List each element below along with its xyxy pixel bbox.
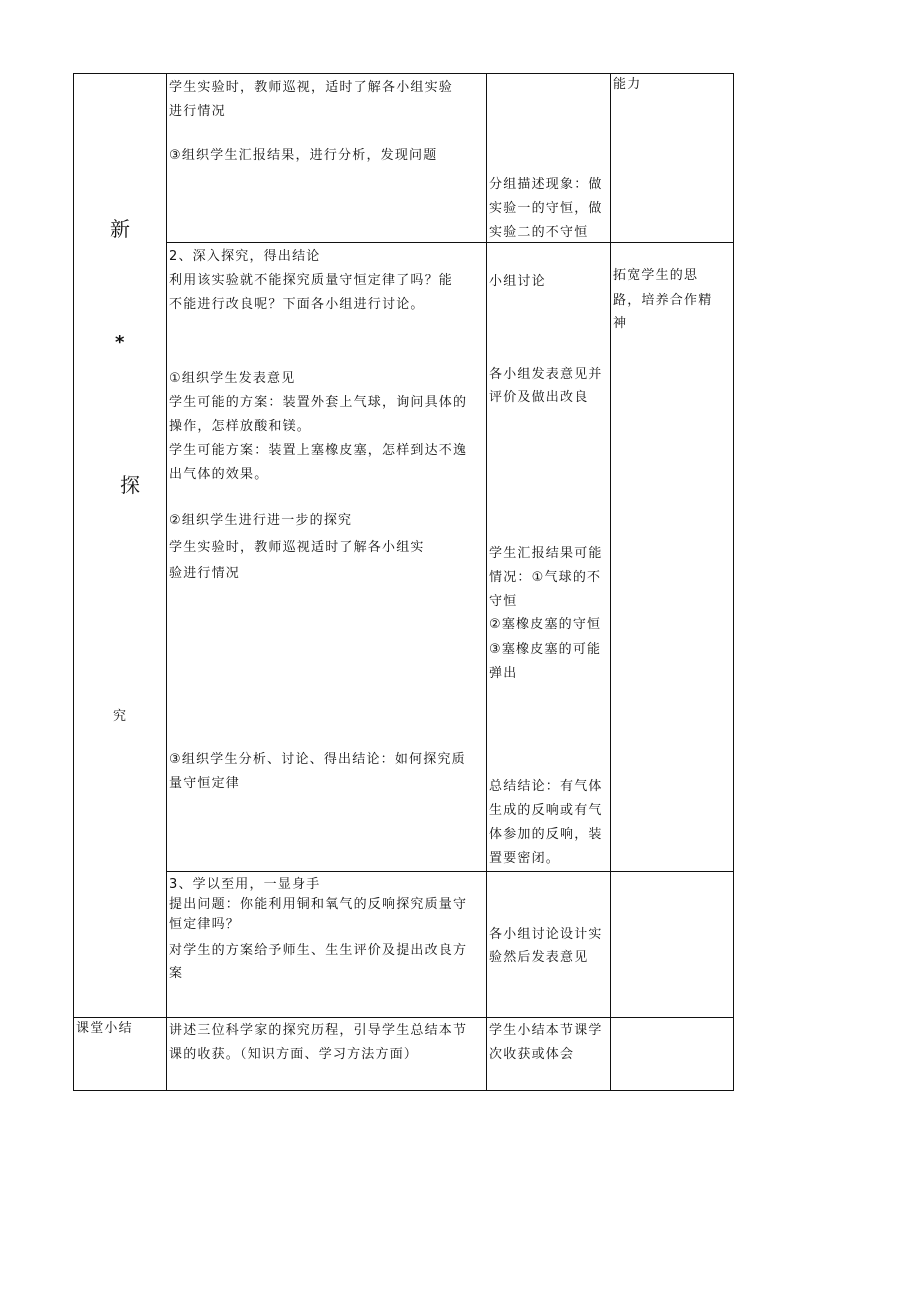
teacher-activity-line: 不能进行改良呢？下面各小组进行讨论。 [169, 297, 425, 312]
teacher-activity-line: 3、学以至用，一显身手 [169, 877, 321, 892]
section-label-summary: 课堂小结 [76, 1021, 133, 1036]
student-activity-line: 实验一的守恒，做 [489, 201, 603, 216]
student-activity-line: 学生汇报结果可能 [489, 546, 603, 561]
teacher-activity-line: ③组织学生分析、讨论、得出结论：如何探究质 [169, 752, 466, 767]
teacher-activity-line: 学生可能的方案：装置外套上气球，询问具体的 [169, 395, 468, 410]
student-activity-line: 体参加的反响，装 [489, 827, 603, 842]
teacher-activity-line: 出气体的效果。 [169, 467, 269, 482]
column-divider-2 [486, 73, 487, 1091]
teacher-activity-line: 验进行情况 [169, 566, 241, 581]
teacher-activity-line: 量守恒定律 [169, 776, 241, 791]
teacher-activity-line: 学生实验时，教师巡视适时了解各小组实 [169, 540, 425, 555]
student-activity-line: ②塞橡皮塞的守恒 [489, 617, 602, 632]
teacher-activity-line: 讲述三位科学家的探究历程，引导学生总结本节 [169, 1023, 468, 1038]
column-divider-3 [610, 73, 611, 1091]
student-activity-line: 实验二的不守恒 [489, 225, 589, 240]
table-border-bottom [73, 1090, 734, 1091]
student-activity-line: 验然后发表意见 [489, 950, 589, 965]
table-border-right [733, 73, 734, 1091]
teacher-activity-line: ③组织学生汇报结果，进行分析，发现问题 [169, 148, 438, 163]
student-activity-line: 评价及做出改良 [489, 390, 589, 405]
teacher-activity-line: 恒定律吗？ [169, 917, 241, 932]
design-intent-line: 路，培养合作精 [613, 293, 713, 308]
design-intent-line: 拓宽学生的思 [613, 268, 699, 283]
student-activity-line: 情况：①气球的不 [489, 570, 602, 585]
teacher-activity-line: 学生可能方案：装置上塞橡皮塞，怎样到达不逸 [169, 443, 468, 458]
student-activity-line: 学生小结本节课学 [489, 1023, 603, 1038]
student-activity-line: 分组描述现象：做 [489, 177, 603, 192]
design-intent-line: 能力 [613, 77, 642, 92]
student-activity-line: 各小组讨论设计实 [489, 927, 603, 942]
student-activity-line: 各小组发表意见并 [489, 367, 603, 382]
row-divider-1 [166, 242, 734, 243]
section-label-tan: 探 [120, 473, 140, 497]
teacher-activity-line: 利用该实验就不能探究质量守恒定律了吗？能 [169, 273, 454, 288]
student-activity-line: 小组讨论 [489, 274, 546, 289]
student-activity-line: 守恒 [489, 594, 518, 609]
student-activity-line: 生成的反响或有气 [489, 803, 603, 818]
table-border-left [73, 73, 74, 1091]
teacher-activity-line: 2、深入探究，得出结论 [169, 249, 321, 264]
section-label-jiu: 究 [113, 709, 127, 724]
design-intent-line: 神 [613, 316, 628, 331]
row-divider-2 [166, 871, 734, 872]
column-divider-1 [166, 73, 167, 1091]
teacher-activity-line: 操作，怎样放酸和镁。 [169, 419, 312, 434]
student-activity-line: ③塞橡皮塞的可能 [489, 642, 602, 657]
teacher-activity-line: 课的收获。（知识方面、学习方法方面） [169, 1047, 419, 1062]
teacher-activity-line: 案 [169, 966, 184, 981]
teacher-activity-line: 进行情况 [169, 104, 226, 119]
section-label-xin: 新 [110, 217, 130, 241]
student-activity-line: 置要密闭。 [489, 851, 561, 866]
student-activity-line: 次收获或体会 [489, 1047, 575, 1062]
teacher-activity-line: 提出问题：你能利用铜和氧气的反响探究质量守 [169, 897, 468, 912]
teacher-activity-line: ①组织学生发表意见 [169, 371, 296, 386]
student-activity-line: 总结结论：有气体 [489, 779, 603, 794]
teacher-activity-line: 对学生的方案给予师生、生生评价及提出改良方 [169, 943, 468, 958]
section-label-star: * [115, 332, 125, 353]
teacher-activity-line: 学生实验时，教师巡视，适时了解各小组实验 [169, 80, 454, 95]
student-activity-line: 弹出 [489, 666, 518, 681]
teacher-activity-line: ②组织学生进行进一步的探究 [169, 513, 353, 528]
row-divider-3 [73, 1017, 734, 1018]
